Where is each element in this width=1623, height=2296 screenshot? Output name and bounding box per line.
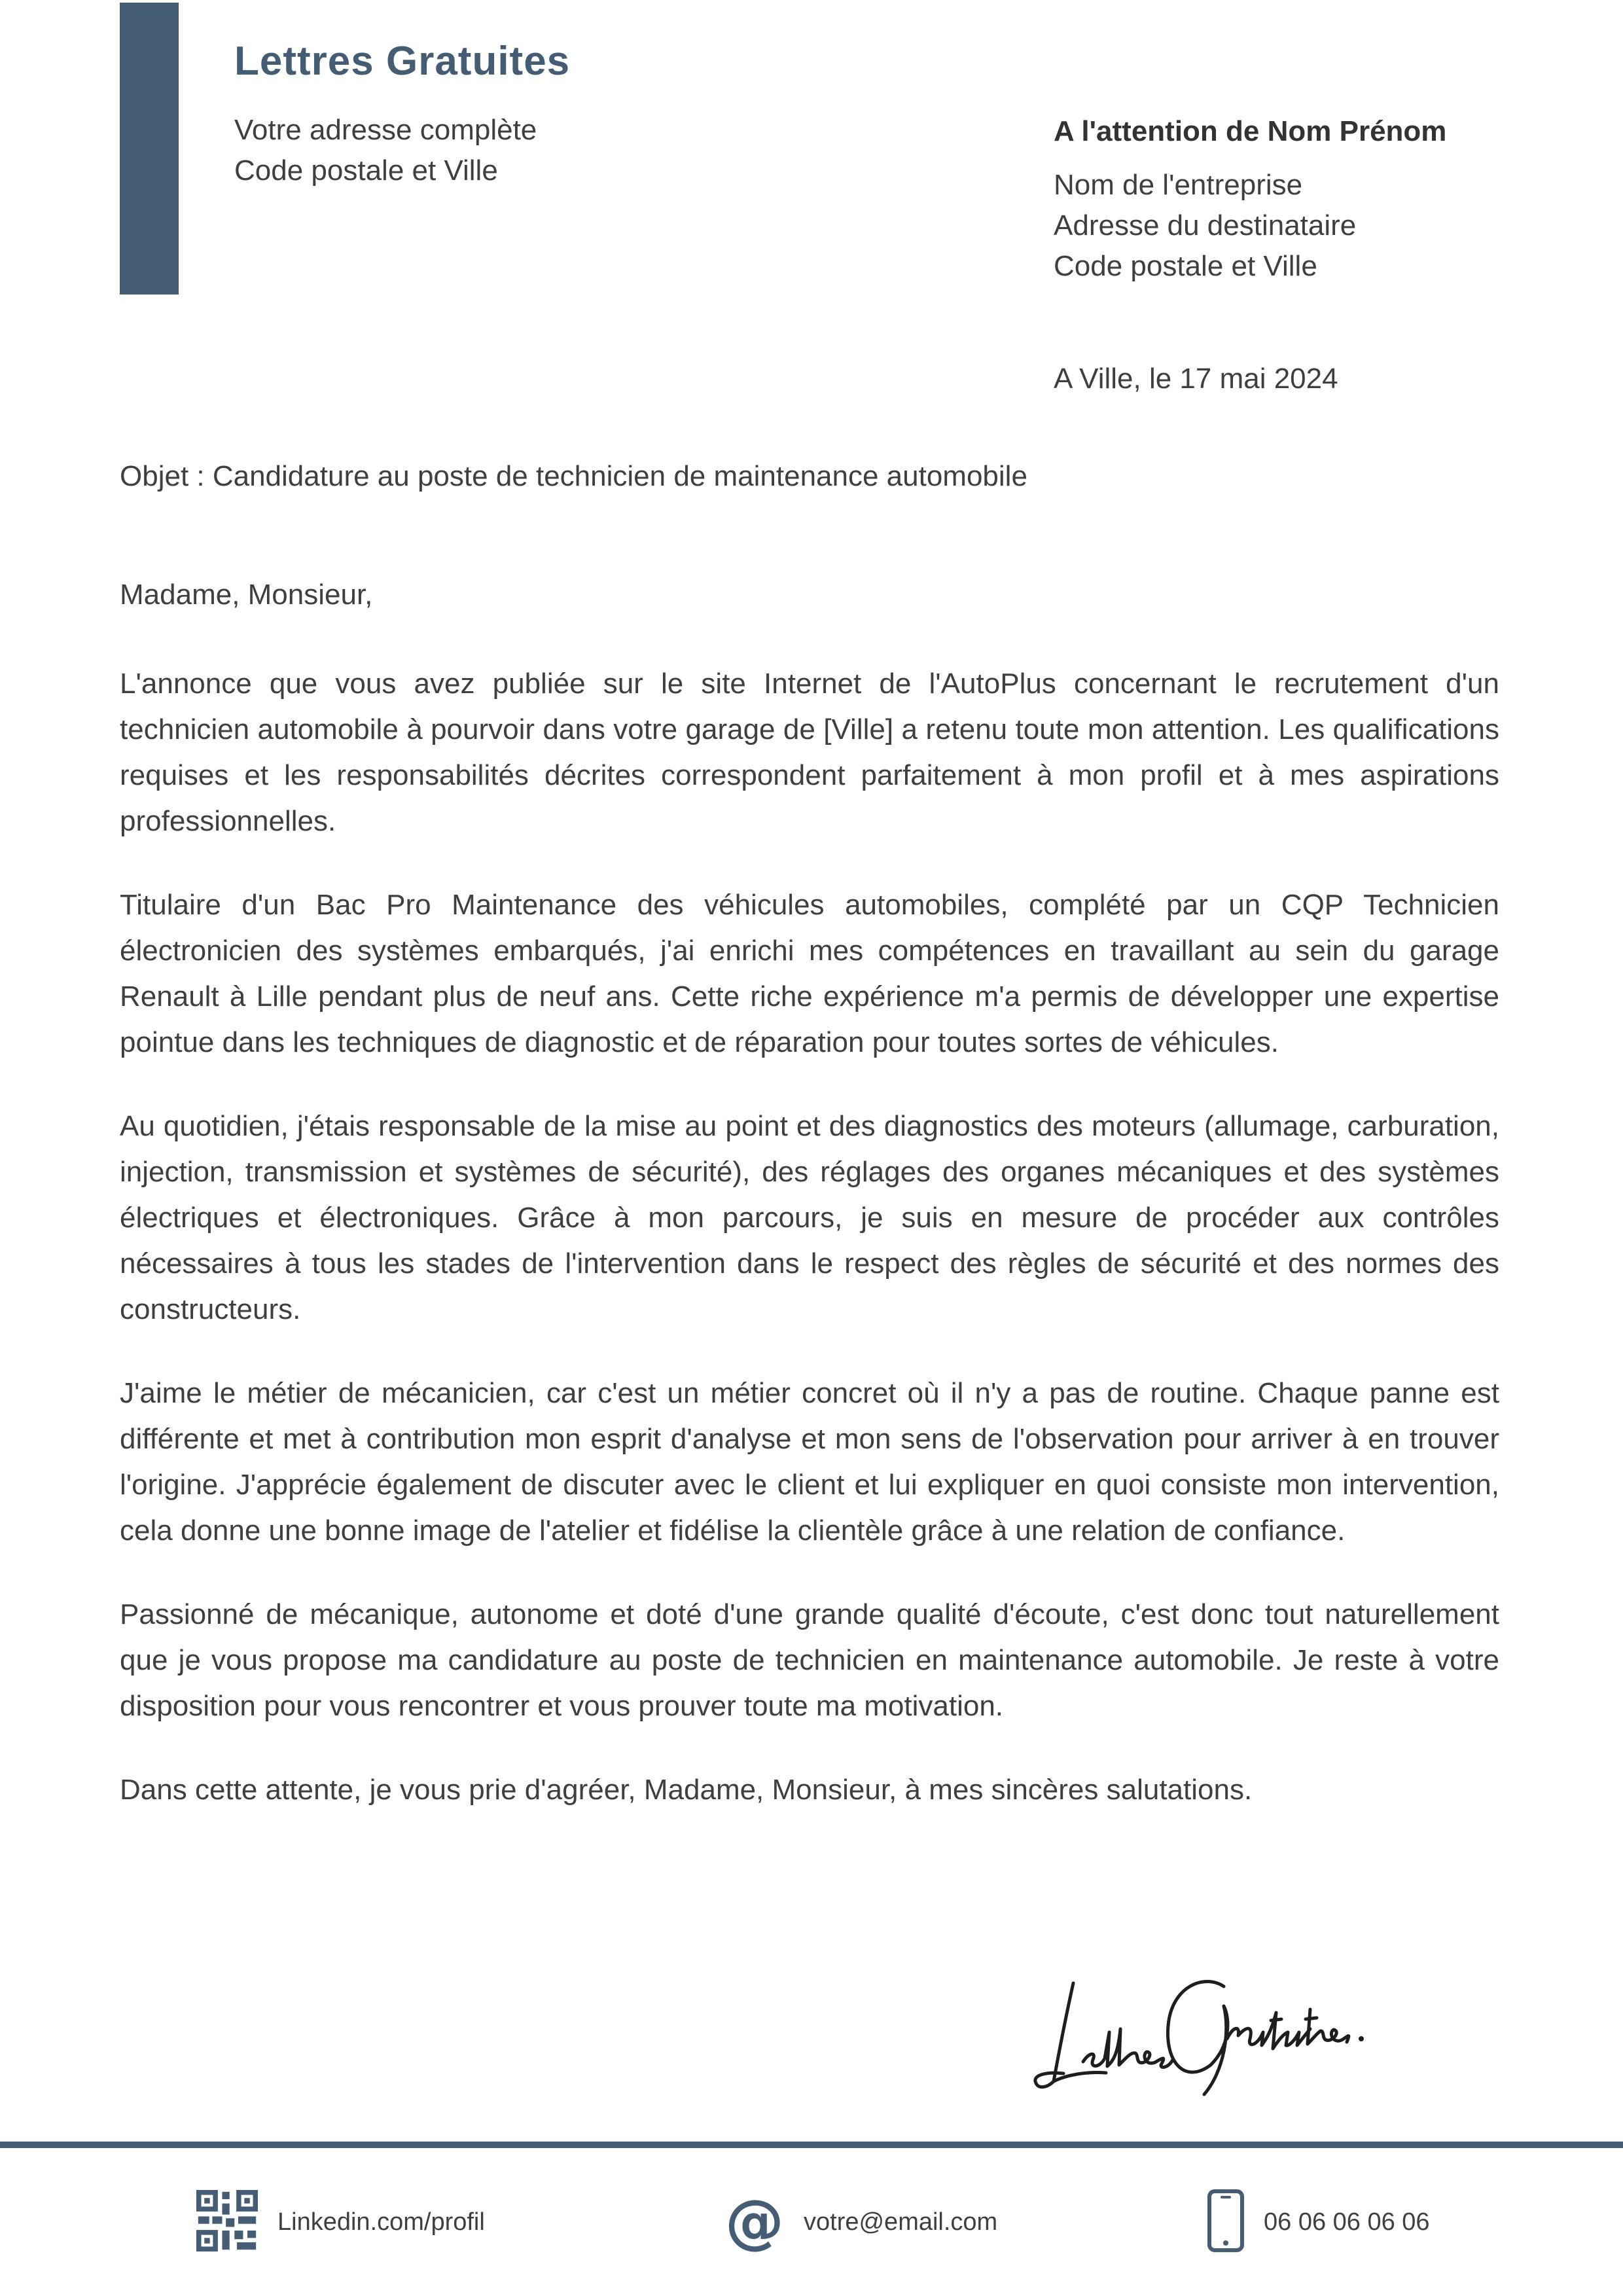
body-paragraph: Passionné de mécanique, autonome et doté d'une grande qualité d'écoute, c'est donc tout naturellement que je vous propose ma candidature au poste de technicien en maintenance automobile. Je reste à votre disposition pour vous rencontrer et vous prouver toute ma motivation. <box>120 1598 1499 1722</box>
header-accent-bar <box>120 3 179 295</box>
sender-name: Lettres Gratuites <box>234 39 571 84</box>
linkedin-text: Linkedin.com/profil <box>277 2208 485 2236</box>
footer-linkedin <box>196 2189 485 2255</box>
letter-salutation: Madame, Monsieur, <box>120 579 373 611</box>
footer-phone <box>1207 2189 1430 2255</box>
sender-address <box>234 110 537 191</box>
recipient-company: Nom de l'entreprise <box>1054 169 1303 201</box>
closing-paragraph: Dans cette attente, je vous prie d'agréer, Madame, Monsieur, à mes sincères salutations. <box>120 1774 1253 1806</box>
recipient-city: Code postale et Ville <box>1054 250 1317 282</box>
at-sign-icon: @ <box>725 2187 784 2256</box>
sender-address-line2: Code postale et Ville <box>234 154 498 187</box>
footer-divider <box>0 2142 1623 2148</box>
footer-email <box>725 2189 997 2255</box>
recipient-address: Adresse du destinataire <box>1054 209 1357 242</box>
body-paragraph: Titulaire d'un Bac Pro Maintenance des véhicules automobiles, complété par un CQP Technicien électronicien des systèmes embarqués, j'ai enrichi mes compétences en travaillant au sein du garage Renault à Lille pendant plus de neuf ans. Cette riche expérience m'a permis de développer une expertise pointue dans les techniques de diagnostic et de réparation pour toutes sortes de véhicules. <box>120 889 1499 1058</box>
body-paragraph: Au quotidien, j'étais responsable de la mise au point et des diagnostics des moteurs (allumage, carburation, injection, transmission et systèmes de sécurité), des réglages des organes mécaniques et des systèmes électriques et électroniques. Grâce à mon parcours, je suis en mesure de procéder aux contrôles nécessaires à tous les stades de l'intervention dans le respect des règles de sécurité et des normes des constructeurs. <box>120 1110 1499 1325</box>
body-paragraph: J'aime le métier de mécanicien, car c'est un métier concret où il n'y a pas de routine. Chaque panne est différente et met à contribution mon esprit d'analyse et mon sens de l'observation pour arriver à en trouver l'origine. J'apprécie également de discuter avec le client et lui expliquer en quoi consiste mon intervention, cela donne une bonne image de l'atelier et fidélise la clientèle grâce à une relation de confiance. <box>120 1377 1499 1547</box>
qr-code-icon <box>196 2190 258 2255</box>
recipient-block <box>1054 111 1446 287</box>
phone-icon <box>1207 2189 1244 2255</box>
handwritten-signature <box>1027 1947 1420 2104</box>
letter-date: A Ville, le 17 mai 2024 <box>1054 363 1338 395</box>
phone-text: 06 06 06 06 06 <box>1264 2208 1430 2236</box>
body-paragraph: L'annonce que vous avez publiée sur le site Internet de l'AutoPlus concernant le recrutement d'un technicien automobile à pourvoir dans votre garage de [Ville] a retenu toute mon attention. Les qualifications requises et les responsabilités décrites correspondent parfaitement à mon profil et à mes aspirations professionnelles. <box>120 668 1499 837</box>
recipient-attention: A l'attention de Nom Prénom <box>1054 115 1447 147</box>
email-text: votre@email.com <box>804 2208 998 2236</box>
letter-subject: Objet : Candidature au poste de technicien de maintenance automobile <box>120 460 1027 492</box>
sender-address-line1: Votre adresse complète <box>234 114 537 146</box>
letter-body <box>120 661 1499 1851</box>
